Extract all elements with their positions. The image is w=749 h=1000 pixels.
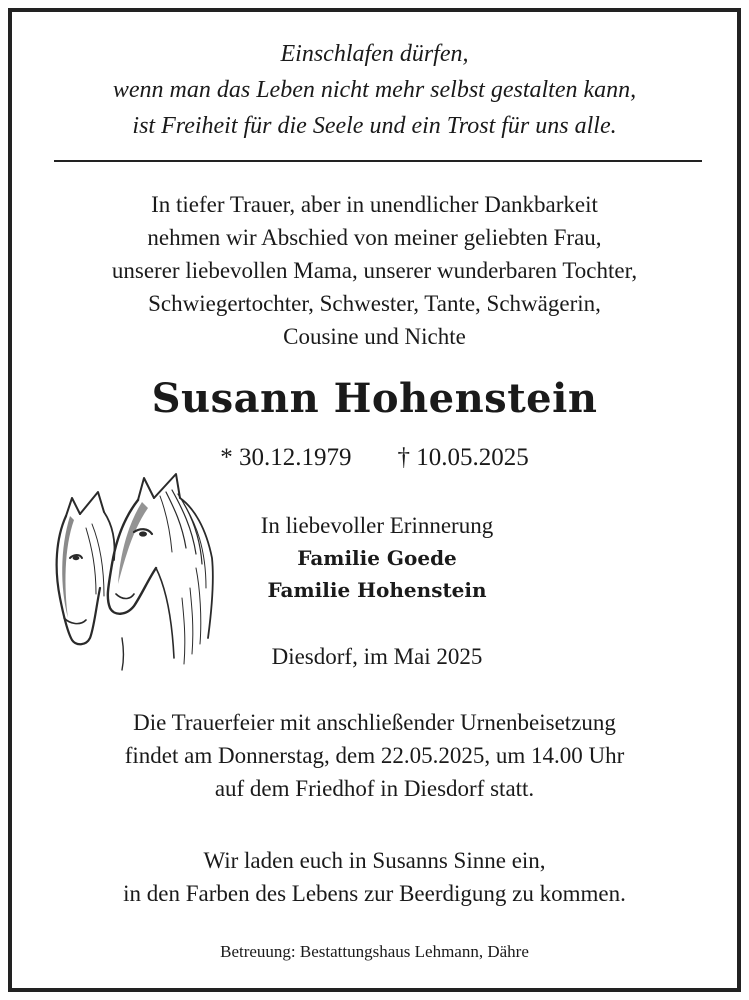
invite-text [12,844,737,910]
horses-icon [46,468,216,673]
family-name: Familie Hohenstein [267,578,487,602]
intro-line: nehmen wir Abschied von meiner geliebten Frau, [147,225,602,250]
place-date: Diesdorf, im Mai 2025 [271,644,483,669]
ceremony-line: Die Trauerfeier mit anschließender Urnenbeisetzung [133,710,616,735]
family-name: Familie Goede [297,546,457,570]
undertaker-credit: Betreuung: Bestattungshaus Lehmann, Dähre [220,942,529,961]
obituary-frame [8,8,741,992]
ceremony-line: auf dem Friedhof in Diesdorf statt. [214,776,535,801]
memory-heading: In liebevoller Erinnerung [260,513,494,538]
intro-line: Schwiegertochter, Schwester, Tante, Schwägerin, [148,291,601,316]
poem-line: ist Freiheit für die Seele und ein Trost für uns alle. [132,113,617,139]
death-date: † 10.05.2025 [397,444,529,471]
poem-line: wenn man das Leben nicht mehr selbst gestalten kann, [112,77,637,103]
deceased-name: Susann Hohenstein [151,375,598,422]
invite-line: Wir laden euch in Susanns Sinne ein, [203,848,546,873]
intro-line: In tiefer Trauer, aber in unendlicher Dankbarkeit [151,192,598,217]
intro-line: Cousine und Nichte [283,324,466,349]
intro-text [12,188,737,353]
memory-block [242,510,512,606]
invite-line: in den Farben des Lebens zur Beerdigung zu kommen. [123,881,626,906]
ceremony-line: findet am Donnerstag, dem 22.05.2025, um 14.00 Uhr [124,743,625,768]
birth-date: * 30.12.1979 [220,444,352,471]
ceremony-text [12,706,737,805]
divider-rule [54,160,702,162]
intro-line: unserer liebevollen Mama, unserer wunderbaren Tochter, [111,258,638,283]
poem-line: Einschlafen dürfen, [280,41,469,67]
poem [12,36,737,144]
